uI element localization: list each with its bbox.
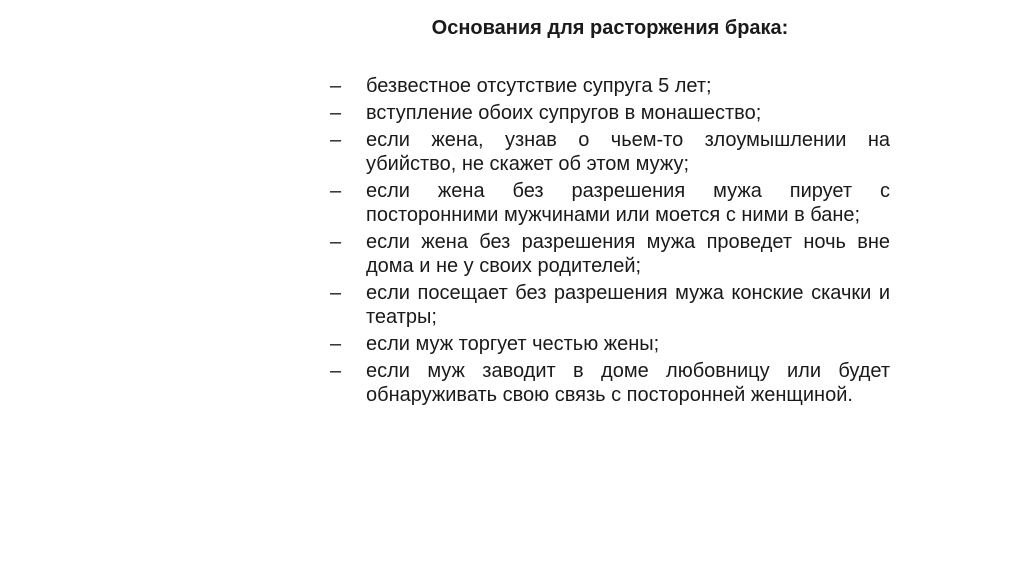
list-item-text: если муж торгует честью жены; — [366, 333, 660, 355]
dash-bullet: – — [330, 282, 342, 304]
dash-bullet: – — [330, 333, 342, 355]
dash-bullet: – — [330, 360, 342, 382]
slide-title: Основания для расторжения брака: — [431, 17, 789, 39]
dash-bullet: – — [330, 102, 342, 124]
dash-bullet: – — [330, 75, 342, 97]
dash-bullet: – — [330, 231, 342, 253]
list-item — [330, 281, 890, 329]
dash-bullet: – — [330, 129, 342, 151]
list-item-text: вступление обоих супругов в монашество; — [366, 102, 762, 124]
list-item-text: если жена, узнав о чьем-то злоумышлении на убийство, не скажет об этом мужу; — [366, 129, 890, 175]
list-item — [330, 179, 890, 227]
list-item — [330, 359, 890, 407]
dash-bullet: – — [330, 180, 342, 202]
list-item — [330, 74, 890, 98]
list-item — [330, 230, 890, 278]
list-item-text: если муж заводит в доме любовницу или будет обнаруживать свою связь с посторонней женщиной. — [366, 360, 890, 406]
list-item — [330, 101, 890, 125]
list-item-text: если жена без разрешения мужа пирует с посторонними мужчинами или моется с ними в бане; — [366, 180, 890, 226]
list-item-text: безвестное отсутствие супруга 5 лет; — [366, 75, 712, 97]
list-item-text: если посещает без разрешения мужа конские скачки и театры; — [366, 282, 890, 328]
grounds-list — [330, 74, 890, 410]
list-item — [330, 128, 890, 176]
list-item — [330, 332, 890, 356]
list-item-text: если жена без разрешения мужа проведет ночь вне дома и не у своих родителей; — [366, 231, 890, 277]
